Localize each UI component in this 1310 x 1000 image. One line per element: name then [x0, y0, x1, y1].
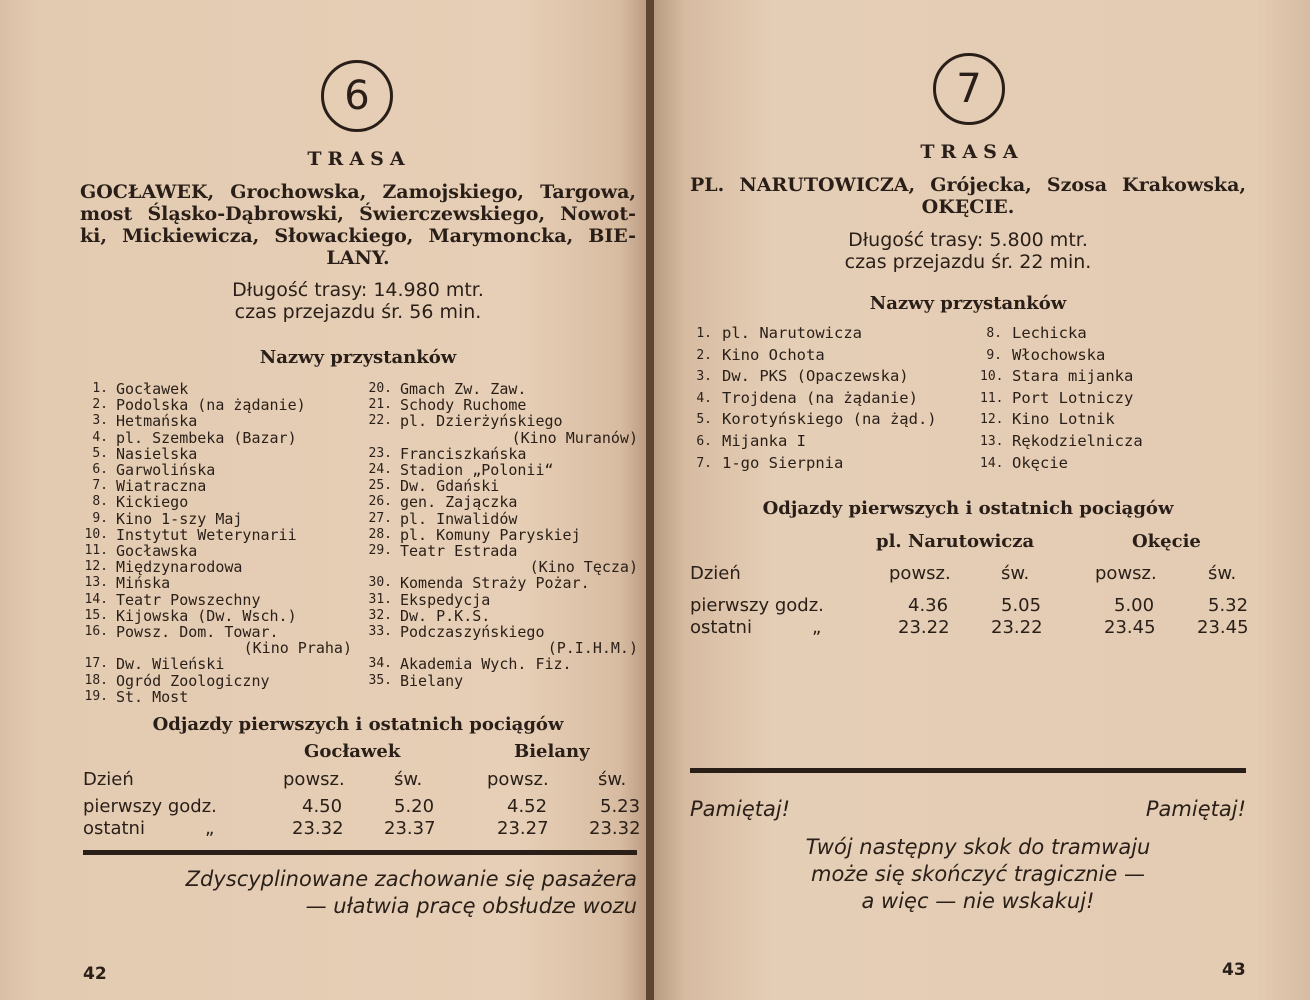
stop-number: 27.	[368, 510, 392, 526]
terminal-a: Gocławek	[304, 741, 401, 762]
stop-name: Franciszkańska	[400, 444, 527, 463]
first-time: 5.00	[1114, 595, 1155, 616]
first-time: 4.50	[302, 796, 343, 817]
stop-name: Port Lotniczy	[1012, 388, 1134, 407]
last-time: 23.32	[292, 818, 344, 839]
first-label: pierwszy godz.	[83, 796, 217, 817]
stop-name: Podczaszyńskiego	[400, 623, 545, 642]
col-powsz-a: powsz.	[889, 563, 951, 584]
stop-name: Okęcie	[1012, 453, 1068, 472]
stop-name: Trojdena (na żądanie)	[722, 388, 918, 407]
stop-name: Korotyńskiego (na żąd.)	[722, 410, 937, 429]
stop-number: 20.	[368, 381, 392, 396]
first-time: 5.32	[1208, 595, 1249, 616]
first-label: pierwszy godz.	[690, 595, 824, 616]
stop-number: 10.	[84, 526, 108, 542]
page-right	[654, 0, 1310, 1000]
stop-number: 17.	[84, 656, 108, 672]
trasa-heading: TRASA	[920, 141, 1024, 163]
stop-number: 5.	[696, 412, 712, 428]
stop-name: Garwolińska	[116, 461, 216, 480]
page-left	[0, 0, 648, 1000]
stop-number: 34.	[368, 656, 392, 672]
warning-line: a więc — nie wskakuj!	[861, 889, 1095, 913]
last-label: ostatni	[83, 818, 145, 839]
stop-number: 9.	[92, 510, 108, 526]
stop-number: 22.	[368, 413, 392, 429]
route-line: ki, Mickiewicza, Słowackiego, Marymoncka, BIE-	[80, 225, 636, 247]
stop-number: 1.	[92, 381, 108, 396]
route-line: most Śląsko-Dąbrowski, Świerczewskiego, Nowot-	[80, 203, 636, 225]
stop-number: 9.	[986, 347, 1002, 363]
stop-name: Mińska	[116, 574, 171, 593]
stop-number: 1.	[696, 326, 712, 341]
stop-number: 4.	[696, 390, 712, 406]
first-time: 5.20	[394, 796, 435, 817]
remember-right: Pamiętaj!	[1145, 797, 1246, 821]
stop-number: 16.	[84, 624, 108, 640]
day-header: Dzień	[690, 563, 741, 584]
stop-name: Akademia Wych. Fiz.	[400, 655, 572, 674]
stop-number: 13.	[980, 433, 1004, 449]
stop-number: 2.	[92, 397, 108, 413]
stop-name: Dw. Gdański	[400, 477, 500, 496]
stop-number: 7.	[92, 478, 108, 494]
ditto-mark: „	[205, 818, 215, 839]
stop-number: 8.	[92, 494, 108, 510]
stop-name: Lechicka	[1012, 324, 1087, 342]
stop-number: 14.	[980, 455, 1004, 471]
time-line: czas przejazdu śr. 22 min.	[844, 251, 1092, 273]
stop-name: (Kino Muranów)	[511, 428, 638, 447]
col-powsz-b: powsz.	[487, 769, 549, 790]
stop-name: (P.I.H.M.)	[547, 639, 638, 658]
page-number: 42	[83, 964, 107, 984]
warning-line: może się skończyć tragicznie —	[811, 862, 1145, 886]
ditto-mark: „	[812, 617, 822, 638]
stop-name: Stara mijanka	[1012, 367, 1134, 386]
page-number: 43	[1222, 960, 1246, 980]
stop-number: 15.	[84, 607, 108, 623]
last-time: 23.22	[991, 617, 1043, 638]
stop-name: Stadion „Polonii“	[400, 461, 554, 480]
stop-name: Teatr Powszechny	[116, 590, 261, 609]
stop-name: (Kino Tęcza)	[529, 558, 638, 577]
stop-number: 29.	[368, 543, 392, 559]
stop-number: 13.	[84, 575, 108, 591]
last-time: 23.32	[589, 818, 641, 839]
stop-number: 24.	[368, 462, 392, 478]
col-sw-b: św.	[598, 769, 627, 790]
length-line: Długość trasy: 5.800 mtr.	[848, 229, 1088, 251]
stop-name: Komenda Straży Pożar.	[400, 574, 590, 593]
stop-number: 4.	[92, 429, 108, 445]
last-time: 23.37	[384, 818, 436, 839]
route-line: LANY.	[326, 247, 390, 269]
stop-number: 19.	[84, 688, 108, 704]
stop-name: Kino Lotnik	[1012, 410, 1115, 429]
stop-name: pl. Komuny Paryskiej	[400, 525, 581, 544]
stop-name: Kijowska (Dw. Wsch.)	[116, 606, 297, 625]
stop-name: Wiatraczna	[116, 477, 207, 496]
stops-heading: Nazwy przystanków	[259, 347, 457, 368]
stop-name: Podolska (na żądanie)	[116, 396, 306, 415]
route-line: GOCŁAWEK, Grochowska, Zamojskiego, Targowa,	[80, 181, 636, 203]
stop-number: 14.	[84, 591, 108, 607]
warning-line: Twój następny skok do tramwaju	[805, 835, 1151, 859]
divider-rule	[690, 768, 1246, 773]
slogan-line: — ułatwia pracę obsłudze wozu	[305, 894, 637, 918]
col-powsz-a: powsz.	[283, 769, 345, 790]
stop-name: Gmach Zw. Zaw.	[400, 380, 527, 398]
stop-number: 23.	[368, 445, 392, 461]
last-label: ostatni	[690, 617, 752, 638]
warning-text	[690, 834, 1266, 915]
divider-rule	[83, 850, 637, 855]
route-line: PL. NARUTOWICZA, Grójecka, Szosa Krakowska,	[690, 174, 1246, 196]
stop-name: Rękodzielnicza	[1012, 431, 1143, 450]
stop-name: Mijanka I	[722, 431, 806, 450]
slogan	[83, 866, 637, 920]
stop-number: 12.	[84, 559, 108, 575]
trasa-heading: TRASA	[307, 148, 411, 170]
stop-name: Włochowska	[1012, 345, 1106, 364]
col-powsz-b: powsz.	[1095, 563, 1157, 584]
remember-left: Pamiętaj!	[690, 797, 791, 821]
stop-number: 21.	[368, 397, 392, 413]
stop-name: Schody Ruchome	[400, 396, 527, 415]
stop-name: pl. Narutowicza	[722, 324, 862, 342]
stop-number: 6.	[92, 462, 108, 478]
stop-number: 28.	[368, 526, 392, 542]
stop-name: Ogród Zoologiczny	[116, 671, 270, 690]
terminal-b: Okęcie	[1132, 531, 1201, 552]
stop-number: 6.	[696, 433, 712, 449]
stop-name: pl. Szembeka (Bazar)	[116, 428, 297, 447]
stop-name: Międzynarodowa	[116, 558, 243, 577]
last-time: 23.22	[898, 617, 950, 638]
stop-number: 32.	[368, 607, 392, 623]
first-time: 4.36	[908, 595, 949, 616]
terminal-a: pl. Narutowicza	[876, 531, 1035, 552]
time-line: czas przejazdu śr. 56 min.	[234, 301, 482, 323]
departures-heading: Odjazdy pierwszych i ostatnich pociągów	[152, 714, 564, 735]
stop-number: 30.	[368, 575, 392, 591]
stop-name: Kino Ochota	[722, 345, 825, 364]
last-time: 23.27	[497, 818, 549, 839]
stop-number: 11.	[84, 543, 108, 559]
slogan-line: Zdyscyplinowane zachowanie się pasażera	[185, 867, 637, 891]
stop-name: St. Most	[116, 687, 189, 706]
stop-number: 2.	[696, 347, 712, 363]
stop-name: Gocławska	[116, 542, 198, 561]
stop-name: pl. Inwalidów	[400, 509, 518, 528]
stop-number: 3.	[696, 369, 712, 385]
stop-name: Gocławek	[116, 380, 189, 398]
stop-name: Powsz. Dom. Towar.	[116, 623, 279, 642]
stop-number: 18.	[84, 672, 108, 688]
stop-name: gen. Zajączka	[400, 493, 518, 512]
stop-number: 10.	[980, 369, 1004, 385]
stop-number: 35.	[368, 672, 392, 688]
stop-number: 8.	[986, 326, 1002, 341]
stop-number: 12.	[980, 412, 1004, 428]
stop-name: Instytut Weterynarii	[116, 525, 297, 544]
stop-name: Nasielska	[116, 444, 198, 463]
col-sw-a: św.	[1001, 563, 1030, 584]
last-time: 23.45	[1104, 617, 1156, 638]
stop-number: 11.	[980, 390, 1004, 406]
stop-number: 26.	[368, 494, 392, 510]
route-line: OKĘCIE.	[921, 196, 1015, 218]
stop-name: Kickiego	[116, 493, 189, 512]
stops-heading: Nazwy przystanków	[869, 293, 1067, 314]
stop-name: Dw. PKS (Opaczewska)	[722, 367, 909, 386]
col-sw-a: św.	[394, 769, 423, 790]
stop-name: Hetmańska	[116, 412, 198, 431]
stop-name: 1-go Sierpnia	[722, 453, 844, 472]
stop-number: 31.	[368, 591, 392, 607]
stop-name: pl. Dzierżyńskiego	[400, 412, 563, 431]
first-time: 4.52	[507, 796, 548, 817]
departures-heading: Odjazdy pierwszych i ostatnich pociągów	[762, 498, 1174, 519]
stop-number: 5.	[92, 445, 108, 461]
length-line: Długość trasy: 14.980 mtr.	[232, 279, 484, 301]
col-sw-b: św.	[1208, 563, 1237, 584]
stop-name: Bielany	[400, 671, 464, 690]
stop-number: 33.	[368, 624, 392, 640]
stop-name: Ekspedycja	[400, 590, 491, 609]
stop-number: 25.	[368, 478, 392, 494]
stop-number: 7.	[696, 455, 712, 471]
day-header: Dzień	[83, 769, 134, 790]
first-time: 5.23	[600, 796, 641, 817]
stop-name: (Kino Praha)	[243, 639, 352, 658]
terminal-b: Bielany	[514, 741, 590, 762]
route-number-badge: 6	[321, 60, 393, 132]
stop-name: Dw. Wileński	[116, 655, 225, 674]
first-time: 5.05	[1001, 595, 1042, 616]
stop-name: Teatr Estrada	[400, 542, 518, 561]
last-time: 23.45	[1197, 617, 1249, 638]
route-number-badge: 7	[933, 53, 1005, 125]
stop-number: 3.	[92, 413, 108, 429]
stop-name: Dw. P.K.S.	[400, 606, 491, 625]
stop-name: Kino 1-szy Maj	[116, 509, 243, 528]
